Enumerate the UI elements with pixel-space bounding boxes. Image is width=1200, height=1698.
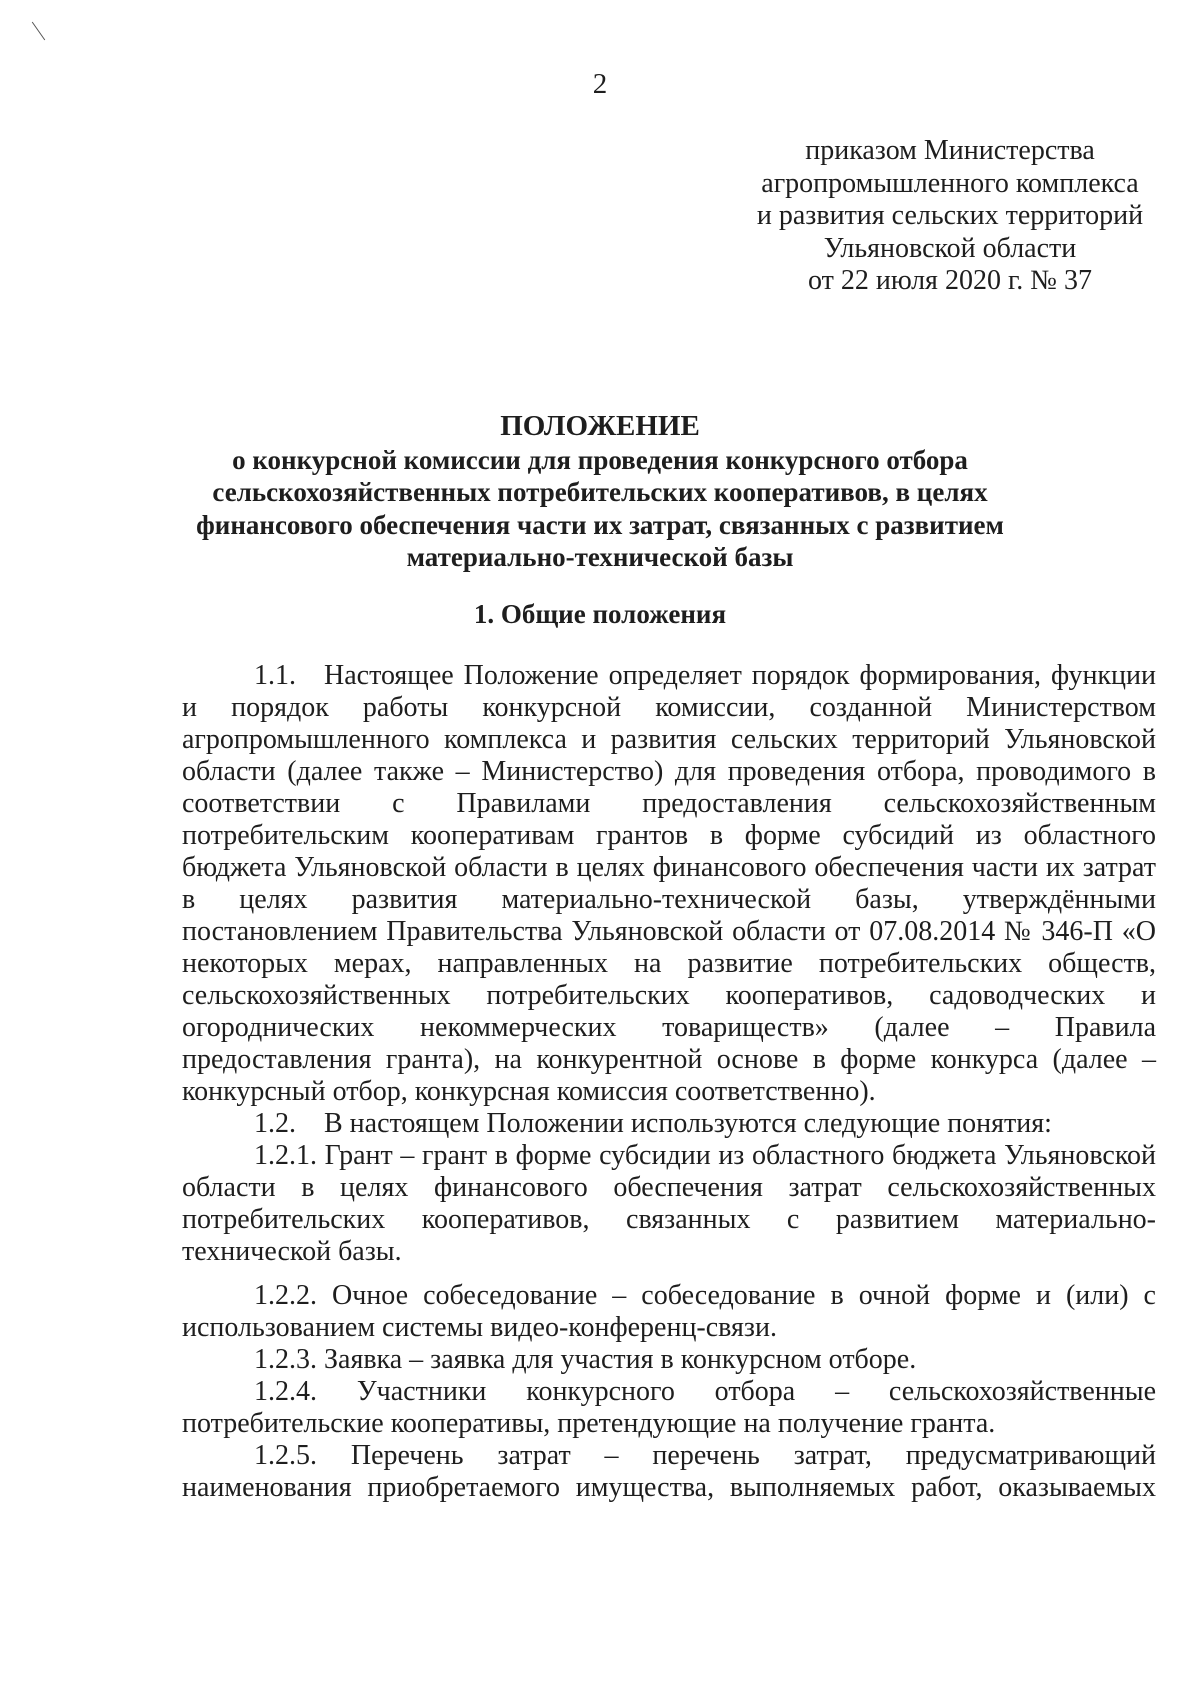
approval-line: Ульяновской области: [823, 232, 1077, 264]
document-subtitle: [150, 444, 1050, 573]
approval-line: агропромышленного комплекса: [761, 167, 1139, 199]
subtitle-line: о конкурсной комиссии для проведения конкурсного отбора: [232, 445, 968, 475]
paragraph-1-2-2: 1.2.2. Очное собеседование – собеседование в очной форме и (или) с использованием системы видео-конференц-связи.: [182, 1280, 1156, 1343]
section-heading: 1. Общие положения: [473, 599, 727, 629]
approval-line: и развития сельских территорий: [756, 200, 1144, 231]
paragraph-1-1: 1.1. Настоящее Положение определяет порядок формирования, функции и порядок работы конкурсной комиссии, созданной Министерством агропромышленного комплекса и развития сельских территорий Ульяновской области (далее также – Министерство) для проведения отбора, проводимого в соответствии с Правилами предоставления сельскохозяйственным потребительским кооперативам грантов в форме субсидий из областного бюджета Ульяновской области в целях финансового обеспечения части их затрат в целях развития материально-технической базы, утверждёнными постановлением Правительства Ульяновской области от 07.08.2014 № 346-П «О некоторых мерах, направленных на развитие потребительских обществ, сельскохозяйственных потребительских кооперативов, садоводческих и огороднических некоммерческих товариществ» (далее – Правила предоставления гранта), на конкурентной основе в форме конкурса (далее – конкурсный отбор, конкурсная комиссия соответственно).: [182, 660, 1156, 1107]
scan-artifact: [32, 22, 45, 41]
paragraph-1-2-3: 1.2.3. Заявка – заявка для участия в конкурсном отборе.: [254, 1344, 917, 1375]
subtitle-line: материально-технической базы: [406, 541, 794, 572]
approval-block: [720, 135, 1180, 298]
subtitle-line: финансового обеспечения части их затрат, связанных с развитием: [196, 509, 1004, 540]
document-title: ПОЛОЖЕНИЕ: [500, 410, 700, 442]
approval-line: от 22 июля 2020 г. № 37: [808, 265, 1092, 296]
page-number: 2: [592, 68, 608, 100]
document-body: [182, 660, 1156, 1504]
subtitle-line: сельскохозяйственных потребительских кооперативов, в целях: [212, 477, 988, 508]
paragraph-1-2-4: 1.2.4. Участники конкурсного отбора – сельскохозяйственные потребительские кооперативы, претендующие на получение гранта.: [182, 1376, 1156, 1439]
approval-line: приказом Министерства: [805, 135, 1095, 166]
paragraph-1-2-5: 1.2.5. Перечень затрат – перечень затрат, предусматривающий наименования приобретаемого имущества, выполняемых работ, оказываемых: [182, 1440, 1156, 1503]
paragraph-1-2: 1.2. В настоящем Положении используются следующие понятия:: [254, 1108, 1052, 1139]
paragraph-1-2-1: 1.2.1. Грант – грант в форме субсидии из областного бюджета Ульяновской области в целях финансового обеспечения затрат сельскохозяйственных потребительских кооперативов, связанных с развитием материально-технической базы.: [182, 1140, 1156, 1267]
